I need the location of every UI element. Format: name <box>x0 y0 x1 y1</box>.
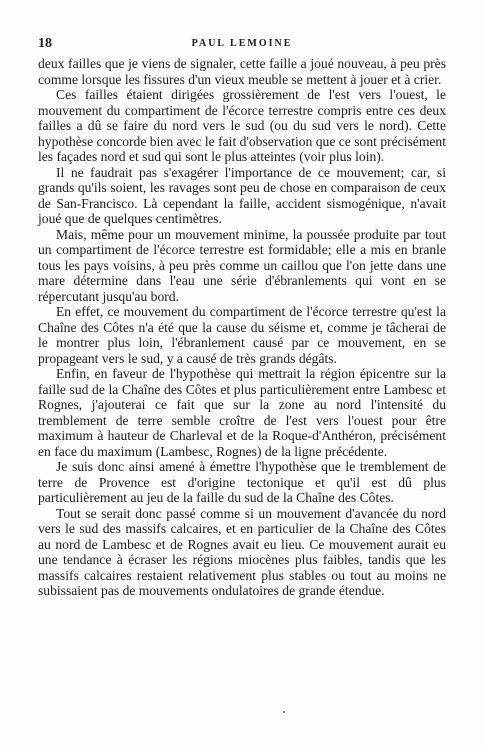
paragraph-tectonic-origin: Je suis donc ainsi amené à émettre l'hypothèse que le tremblement de terre de Provence est d'origine tectonique et qu'il est dû plus particulièrement au jeu de la faille du sud de la Chaîne des Côtes. <box>38 459 446 505</box>
page-number: 18 <box>38 36 52 51</box>
paragraph-movement-importance: Il ne faudrait pas s'exagérer l'importance de ce mouvement; car, si grands qu'ils soient, les ravages sont peu de chose en comparaison de ceux de San-Francisco. Là cependant la faille, accident sismogénique, n'avait joué que de quelques centimètres. <box>38 164 446 226</box>
paragraph-formidable-push: Mais, même pour un mouvement minime, la poussée produite par tout un compartiment de l'écorce terrestre est formidable; elle a mis en branle tous les pays voisins, à peu près comme un caillou que l'on jette dans une mare détermine dans l'eau une série d'ébranlements qui vont en se répercutant jusqu'au bord. <box>38 226 446 304</box>
paragraph-chaine-des-cotes: En effet, ce mouvement du compartiment de l'écorce terrestre qu'est la Chaîne des Côtes n'a été que la cause du séisme et, comme je tâcherai de le montrer plus loin, l'ébranlement causé par ce mouvement, en se propageant vers le sud, y a causé de très grands dégâts. <box>38 304 446 366</box>
paragraph-conclusion: Tout se serait donc passé comme si un mouvement d'avancée du nord vers le sud des massifs calcaires, et en particulier de la Chaîne des Côtes au nord de Lambesc et de Rognes avait eu lieu. Ce mouvement aurait eu une tendance à écraser les régions miocènes plus faibles, tandis que les massifs calcaires restaient relativement plus stables ou tout au moins ne subissaient pas de mouvements ondulatoires de grande étendue. <box>38 505 446 598</box>
paragraph-epicentre-hypothesis: Enfin, en faveur de l'hypothèse qui mettrait la région épicentre sur la faille sud de la Chaîne des Côtes et plus particulièrement entre Lambesc et Rognes, j'ajouterai ce fait que sur la zone au nord l'intensité du tremblement de terre semble croître de l'est vers l'ouest pour être maximum à hauteur de Charleval et de la Roque-d'Anthéron, précisément en face du maximum (Lambesc, Rognes) de la ligne précédente. <box>38 366 446 459</box>
body-text <box>38 56 446 599</box>
ink-speck <box>283 711 285 713</box>
paragraph-continuation: deux failles que je viens de signaler, cette faille a joué nouveau, à peu près comme lorsque les fissures d'un vieux meuble se mettent à jouer et à crier. <box>38 56 446 87</box>
running-title: PAUL LEMOINE <box>191 38 293 49</box>
running-head <box>38 36 446 52</box>
paragraph-fault-direction: Ces failles étaient dirigées grossièrement de l'est vers l'ouest, le mouvement du compartiment de l'écorce terrestre compris entre ces deux failles a dû se faire du nord vers le sud (ou du sud vers le nord). Cette hypothèse concorde bien avec le fait d'observation que ce sont précisément les façades nord et sud qui sont le plus atteintes (voir plus loin). <box>38 87 446 164</box>
